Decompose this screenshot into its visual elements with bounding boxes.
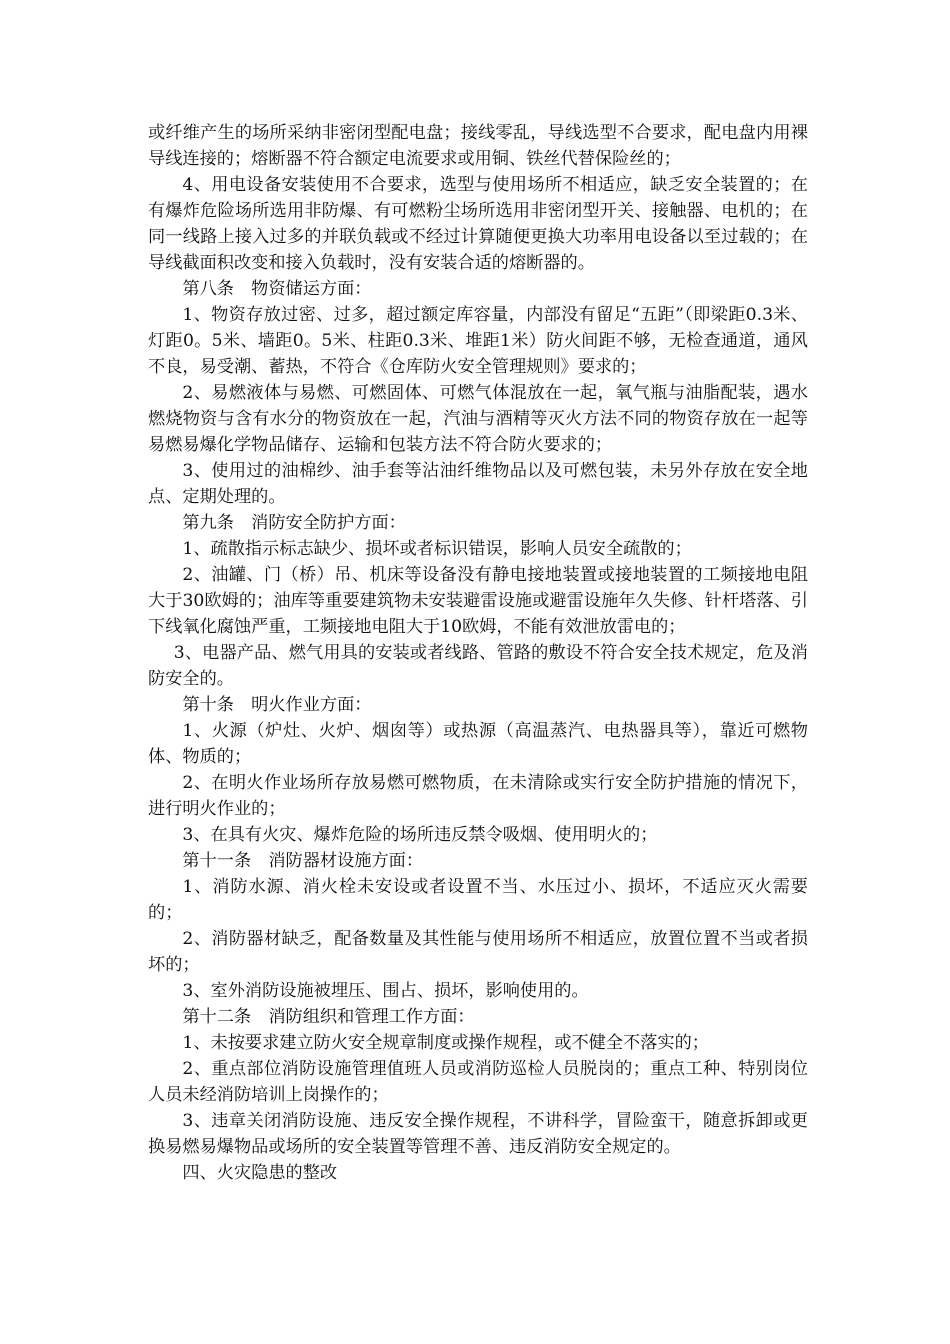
paragraph-15: 1、消防水源、消火栓未安设或者设置不当、水压过小、损坏，不适应灭火需要的； (148, 877, 808, 923)
section-heading-article-12: 第十二条 消防组织和管理工作方面： (182, 1007, 475, 1027)
paragraph-13: 3、在具有火灾、爆炸危险的场所违反禁令吸烟、使用明火的； (182, 825, 658, 845)
section-heading-article-11: 第十一条 消防器材设施方面： (182, 851, 424, 871)
paragraph-3: 1、物资存放过密、过多，超过额定库容量，内部没有留足“五距”（即梁距0.3米、灯距0。5米、墙距0。5米、柱距0.3米、堆距1米）防火间距不够，无检查通道，通风不良，易受潮、蓄热，不符合《仓库防火安全管理规则》要求的； (148, 305, 808, 377)
section-heading-part-4: 四、火灾隐患的整改 (182, 1163, 338, 1183)
paragraph-19: 1、未按要求建立防火安全规章制度或操作规程，或不健全不落实的； (182, 1033, 709, 1053)
section-heading-article-10: 第十条 明火作业方面： (182, 695, 372, 715)
paragraph-8: 2、油罐、门（桥）吊、机床等设备没有静电接地装置或接地装置的工频接地电阻大于30欧姆的；油库等重要建筑物未安装避雷设施或避雷设施年久失修、针杆塔落、引下线氧化腐蚀严重，工频接地电阻大于10欧姆，不能有效泄放雷电的； (148, 565, 808, 637)
paragraph-9: 3、电器产品、燃气用具的安装或者线路、管路的敷设不符合安全技术规定，危及消防安全的。 (148, 643, 808, 689)
document-page (148, 120, 808, 1186)
paragraph-7: 1、疏散指示标志缺少、损坏或者标识错误，影响人员安全疏散的； (182, 539, 692, 559)
section-heading-article-8: 第八条 物资储运方面： (182, 279, 372, 299)
paragraph-5: 3、使用过的油棉纱、油手套等沾油纤维物品以及可燃包装，未另外存放在安全地点、定期处理的。 (148, 461, 808, 507)
paragraph-21: 3、违章关闭消防设施、违反安全操作规程，不讲科学，冒险蛮干，随意拆卸或更换易燃易爆物品或场所的安全装置等管理不善、违反消防安全规定的。 (148, 1111, 808, 1157)
paragraph-20: 2、重点部位消防设施管理值班人员或消防巡检人员脱岗的；重点工种、特别岗位人员未经消防培训上岗操作的； (148, 1059, 808, 1105)
paragraph-11: 1、火源（炉灶、火炉、烟囱等）或热源（高温蒸汽、电热器具等），靠近可燃物体、物质的； (148, 721, 808, 767)
section-heading-article-9: 第九条 消防安全防护方面： (182, 513, 406, 533)
paragraph-16: 2、消防器材缺乏，配备数量及其性能与使用场所不相适应，放置位置不当或者损坏的； (148, 929, 808, 975)
paragraph-17: 3、室外消防设施被埋压、围占、损坏，影响使用的。 (182, 981, 589, 1001)
paragraph-1: 4、用电设备安装使用不合要求，选型与使用场所不相适应，缺乏安全装置的；在有爆炸危险场所选用非防爆、有可燃粉尘场所选用非密闭型开关、接触器、电机的；在同一线路上接入过多的并联负载或不经过计算随便更换大功率用电设备以至过载的；在导线截面积改变和接入负载时，没有安装合适的熔断器的。 (148, 175, 808, 273)
paragraph-0: 或纤维产生的场所采纳非密闭型配电盘；接线零乱，导线选型不合要求，配电盘内用裸导线连接的；熔断器不符合额定电流要求或用铜、铁丝代替保险丝的； (148, 123, 808, 169)
paragraph-4: 2、易燃液体与易燃、可燃固体、可燃气体混放在一起，氧气瓶与油脂配装，遇水燃烧物资与含有水分的物资放在一起，汽油与酒精等灭火方法不同的物资存放在一起等易燃易爆化学物品储存、运输和包装方法不符合防火要求的； (148, 383, 808, 455)
paragraph-12: 2、在明火作业场所存放易燃可燃物质，在未清除或实行安全防护措施的情况下，进行明火作业的； (148, 773, 808, 819)
